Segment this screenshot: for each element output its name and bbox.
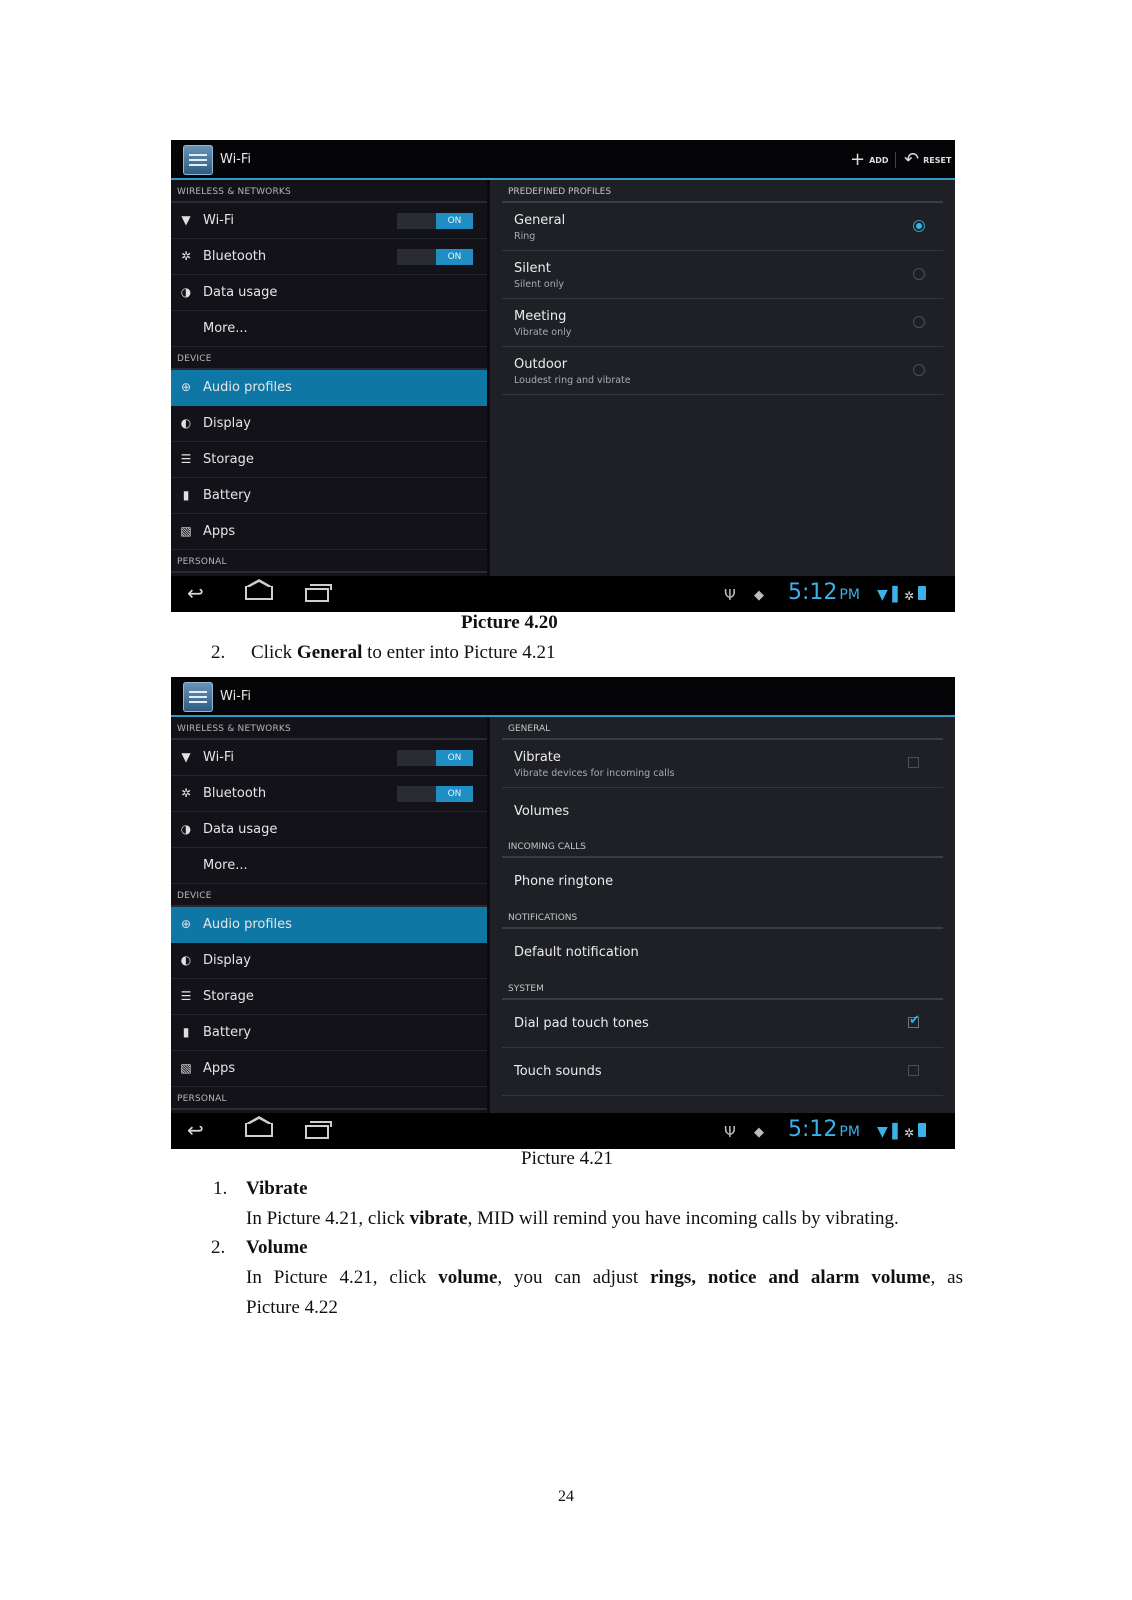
- bluetooth-icon: ✲: [180, 786, 192, 800]
- sidebar-item-wifi[interactable]: [171, 203, 487, 239]
- reset-button[interactable]: [904, 150, 951, 170]
- section-header-general: GENERAL: [502, 717, 943, 740]
- step-2-text: [251, 642, 556, 664]
- settings-app-icon[interactable]: [183, 145, 213, 175]
- profile-subtitle: Loudest ring and vibrate: [514, 375, 631, 386]
- action-separator: [895, 152, 896, 168]
- data-usage-icon: ◑: [180, 285, 192, 299]
- sidebar-item-label: Data usage: [203, 285, 278, 300]
- audio-profiles-icon: ⊕: [180, 917, 192, 931]
- sidebar-item-label: Bluetooth: [203, 249, 267, 264]
- setting-title: Dial pad touch tones: [514, 1016, 649, 1031]
- radio-icon[interactable]: [913, 268, 925, 280]
- profile-outdoor[interactable]: [502, 347, 943, 395]
- profiles-pane: [490, 180, 955, 576]
- battery-status-icon: [918, 586, 926, 600]
- sidebar-item-label: Battery: [203, 488, 252, 503]
- sidebar-item-battery[interactable]: [171, 1015, 487, 1051]
- action-bar-title: Wi-Fi: [220, 152, 252, 167]
- step-2-pre: Click: [251, 642, 297, 663]
- profile-silent[interactable]: [502, 251, 943, 299]
- display-icon: ◐: [180, 953, 192, 967]
- profile-title: Silent: [514, 261, 551, 276]
- system-nav-bar: [171, 1113, 955, 1149]
- toggle-on-label: ON: [436, 786, 473, 802]
- usb-icon: Ψ: [724, 1123, 736, 1141]
- profile-general[interactable]: [502, 203, 943, 251]
- sidebar-item-label: Audio profiles: [203, 380, 292, 395]
- setting-title: Phone ringtone: [514, 874, 614, 889]
- sidebar-item-label: Display: [203, 416, 251, 431]
- home-icon[interactable]: [245, 586, 273, 600]
- item-1-pre: In Picture 4.21, click: [246, 1208, 410, 1229]
- apps-icon: ▧: [180, 524, 192, 538]
- item-2-mid: , you can adjust: [497, 1267, 651, 1288]
- sidebar-item-label: Battery: [203, 1025, 252, 1040]
- wifi-icon: ▼: [181, 750, 191, 764]
- item-1-text: [246, 1208, 899, 1230]
- battery-status-icon: [918, 1123, 926, 1137]
- item-2-title-text: Volume: [246, 1237, 308, 1258]
- toggle-on-label: ON: [436, 249, 473, 265]
- sidebar-item-label: Storage: [203, 989, 254, 1004]
- item-2-post: , as: [930, 1267, 963, 1288]
- profile-title: Meeting: [514, 309, 567, 324]
- setting-title: Vibrate: [514, 750, 561, 765]
- bluetooth-status-icon: ✲: [904, 589, 915, 603]
- sidebar-item-more[interactable]: [171, 848, 487, 884]
- data-usage-icon: ◑: [180, 822, 192, 836]
- radio-icon[interactable]: [913, 364, 925, 376]
- sidebar-item-data-usage[interactable]: [171, 812, 487, 848]
- profile-subtitle: Ring: [514, 231, 536, 242]
- item-2-bold-2: rings, notice and alarm volume: [650, 1267, 931, 1288]
- item-2-bold-1: volume: [438, 1267, 498, 1288]
- clock-time: 5:12: [788, 580, 838, 605]
- profile-title: Outdoor: [514, 357, 568, 372]
- setting-title: Default notification: [514, 945, 639, 960]
- recent-apps-icon[interactable]: [305, 588, 329, 602]
- add-label: ADD: [869, 155, 889, 165]
- section-header-wireless: WIRELESS & NETWORKS: [171, 180, 487, 203]
- android-debug-icon: ◆: [754, 1125, 764, 1140]
- wifi-signal-icon: ▼▐: [877, 1124, 897, 1140]
- add-button[interactable]: [850, 150, 889, 170]
- item-1-title: [246, 1178, 308, 1200]
- sidebar-item-display[interactable]: [171, 406, 487, 442]
- item-2-text-line-2: Picture 4.22: [246, 1297, 338, 1318]
- toggle-on-label: ON: [436, 213, 473, 229]
- profile-title: General: [514, 213, 566, 228]
- item-1-title-text: Vibrate: [246, 1178, 308, 1199]
- action-bar: [171, 677, 955, 717]
- radio-selected-icon[interactable]: [913, 220, 925, 232]
- checkbox-checked-icon[interactable]: [908, 1017, 919, 1028]
- action-bar: [171, 140, 955, 180]
- setting-title: Touch sounds: [514, 1064, 602, 1079]
- back-icon[interactable]: ↩: [187, 1118, 204, 1142]
- sidebar-item-apps[interactable]: [171, 514, 487, 550]
- sidebar-item-label: Bluetooth: [203, 786, 267, 801]
- reset-label: RESET: [923, 155, 952, 165]
- sidebar-item-label: Data usage: [203, 822, 278, 837]
- item-2-text: [246, 1267, 963, 1289]
- item-2-title: [246, 1237, 308, 1259]
- bluetooth-toggle[interactable]: [397, 786, 473, 802]
- section-header-device: DEVICE: [171, 884, 487, 907]
- system-nav-bar: [171, 576, 955, 612]
- home-icon[interactable]: [245, 1123, 273, 1137]
- settings-sidebar: [171, 180, 487, 576]
- setting-volumes[interactable]: [502, 788, 943, 835]
- clock-ampm: PM: [839, 1124, 860, 1140]
- profile-subtitle: Silent only: [514, 279, 565, 290]
- clock-time: 5:12: [788, 1117, 838, 1142]
- wifi-icon: ▼: [181, 213, 191, 227]
- caption-picture-4-21: Picture 4.21: [521, 1148, 613, 1169]
- sidebar-item-data-usage[interactable]: [171, 275, 487, 311]
- sidebar-item-more[interactable]: [171, 311, 487, 347]
- bluetooth-status-icon: ✲: [904, 1126, 915, 1140]
- screenshot-picture-4-21: [171, 677, 955, 1149]
- step-2-bold: General: [296, 642, 363, 663]
- radio-icon[interactable]: [913, 316, 925, 328]
- section-header-wireless: WIRELESS & NETWORKS: [171, 717, 487, 740]
- sidebar-item-apps[interactable]: [171, 1051, 487, 1087]
- wifi-signal-icon: ▼▐: [877, 587, 897, 603]
- battery-icon: ▮: [182, 1025, 190, 1039]
- status-clock: [788, 1117, 860, 1145]
- sidebar-item-battery[interactable]: [171, 478, 487, 514]
- sidebar-item-bluetooth[interactable]: [171, 776, 487, 812]
- sidebar-item-label: More...: [203, 321, 248, 336]
- wifi-toggle[interactable]: [397, 213, 473, 229]
- sidebar-item-label: More...: [203, 858, 248, 873]
- clock-ampm: PM: [839, 587, 860, 603]
- settings-app-icon[interactable]: [183, 682, 213, 712]
- sidebar-item-label: Wi-Fi: [203, 213, 235, 228]
- sidebar-item-label: Audio profiles: [203, 917, 292, 932]
- checkbox-icon[interactable]: [908, 1065, 919, 1076]
- recent-apps-icon[interactable]: [305, 1125, 329, 1139]
- step-2-post: to enter into Picture 4.21: [362, 642, 556, 663]
- sidebar-item-label: Wi-Fi: [203, 750, 235, 765]
- sidebar-item-label: Storage: [203, 452, 254, 467]
- sidebar-item-label: Apps: [203, 524, 236, 539]
- sidebar-item-label: Apps: [203, 1061, 236, 1076]
- usb-icon: Ψ: [724, 586, 736, 604]
- settings-sidebar: [171, 717, 487, 1113]
- setting-touch-sounds[interactable]: [502, 1048, 943, 1096]
- storage-icon: ☰: [180, 989, 192, 1003]
- battery-icon: ▮: [182, 488, 190, 502]
- general-settings-pane: [490, 717, 955, 1113]
- bluetooth-toggle[interactable]: [397, 249, 473, 265]
- display-icon: ◐: [180, 416, 192, 430]
- toggle-on-label: ON: [436, 750, 473, 766]
- sidebar-item-audio-profiles[interactable]: [171, 370, 487, 406]
- setting-default-notification[interactable]: [502, 929, 943, 977]
- wifi-toggle[interactable]: [397, 750, 473, 766]
- back-icon[interactable]: ↩: [187, 581, 204, 605]
- sidebar-item-storage[interactable]: [171, 442, 487, 478]
- sidebar-item-audio-profiles[interactable]: [171, 907, 487, 943]
- screenshot-picture-4-20: [171, 140, 955, 612]
- status-clock: [788, 580, 860, 608]
- bluetooth-icon: ✲: [180, 249, 192, 263]
- sidebar-item-label: Display: [203, 953, 251, 968]
- item-1-post: , MID will remind you have incoming calls by vibrating.: [467, 1208, 899, 1229]
- setting-dial-pad-touch-tones[interactable]: [502, 1000, 943, 1048]
- storage-icon: ☰: [180, 452, 192, 466]
- sidebar-item-storage[interactable]: [171, 979, 487, 1015]
- android-debug-icon: ◆: [754, 588, 764, 603]
- sidebar-item-display[interactable]: [171, 943, 487, 979]
- action-bar-title: Wi-Fi: [220, 689, 252, 704]
- section-header-predefined-profiles: PREDEFINED PROFILES: [502, 180, 943, 203]
- audio-profiles-icon: ⊕: [180, 380, 192, 394]
- section-header-personal: PERSONAL: [171, 550, 487, 573]
- undo-icon: ↶: [904, 149, 920, 170]
- setting-vibrate[interactable]: [502, 740, 943, 788]
- plus-icon: +: [850, 149, 866, 170]
- section-header-device: DEVICE: [171, 347, 487, 370]
- setting-title: Volumes: [514, 804, 570, 819]
- item-2-pre: In Picture 4.21, click: [246, 1267, 439, 1288]
- setting-subtitle: Vibrate devices for incoming calls: [514, 768, 675, 779]
- page-number: 24: [558, 1488, 574, 1505]
- list-number: 1.: [213, 1178, 228, 1199]
- list-number: 2.: [211, 1237, 226, 1258]
- profile-subtitle: Vibrate only: [514, 327, 572, 338]
- section-header-incoming-calls: INCOMING CALLS: [502, 835, 943, 858]
- apps-icon: ▧: [180, 1061, 192, 1075]
- item-1-bold: vibrate: [409, 1208, 468, 1229]
- section-header-notifications: NOTIFICATIONS: [502, 906, 943, 929]
- setting-phone-ringtone[interactable]: [502, 858, 943, 906]
- profile-meeting[interactable]: [502, 299, 943, 347]
- checkbox-icon[interactable]: [908, 757, 919, 768]
- step-number: 2.: [211, 642, 226, 663]
- caption-picture-4-20: Picture 4.20: [461, 612, 558, 633]
- section-header-system: SYSTEM: [502, 977, 943, 1000]
- section-header-personal: PERSONAL: [171, 1087, 487, 1110]
- sidebar-item-bluetooth[interactable]: [171, 239, 487, 275]
- sidebar-item-wifi[interactable]: [171, 740, 487, 776]
